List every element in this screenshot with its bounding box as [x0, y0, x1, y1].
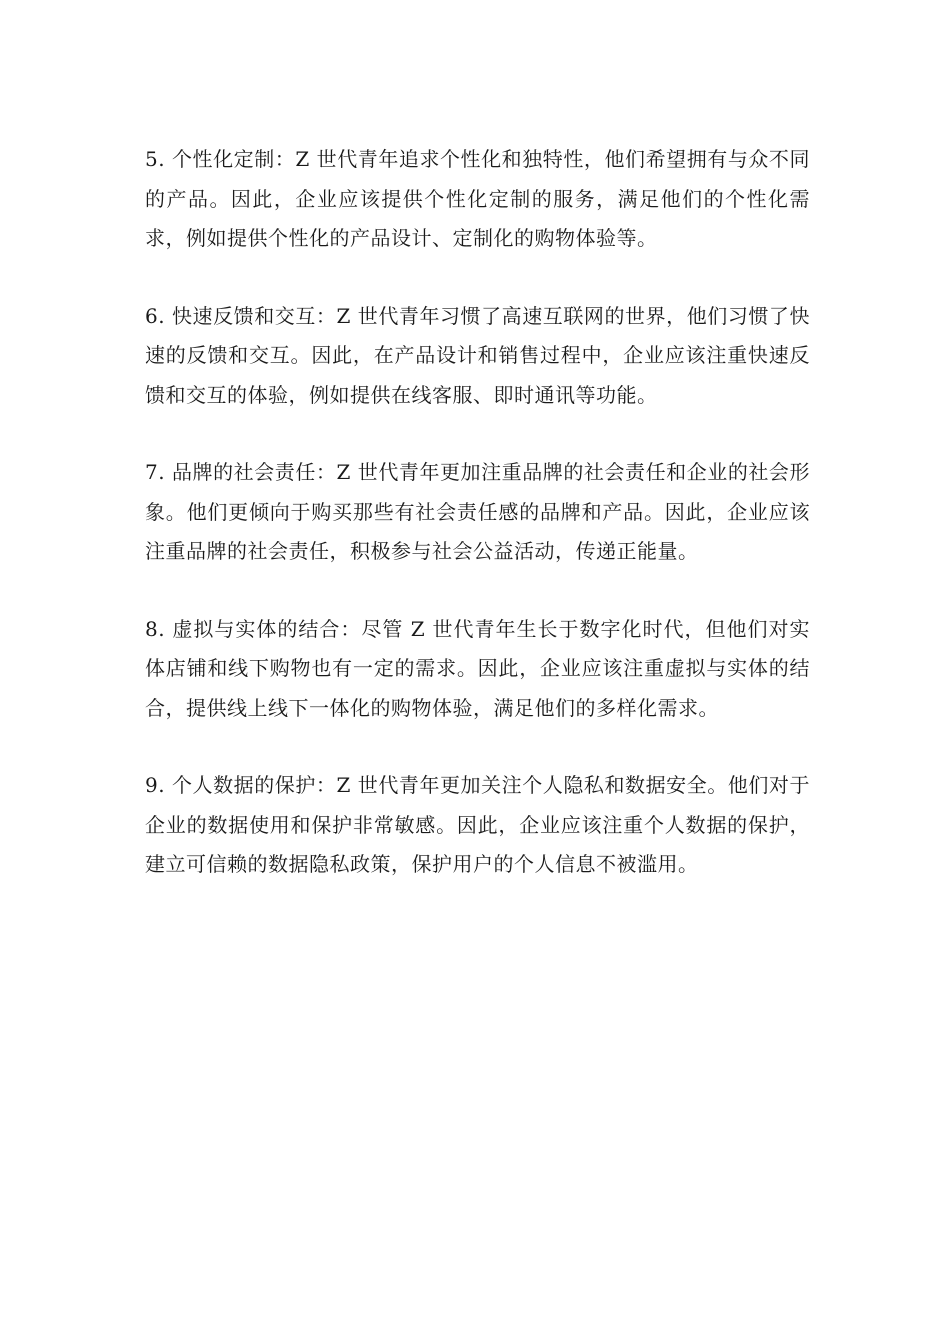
paragraph-6: 6. 快速反馈和交互：Z 世代青年习惯了高速互联网的世界，他们习惯了快速的反馈和交互。因此，在产品设计和销售过程中，企业应该注重快速反馈和交互的体验，例如提供在线客服、即时通讯等功能。	[145, 303, 810, 407]
paragraph-7: 7. 品牌的社会责任：Z 世代青年更加注重品牌的社会责任和企业的社会形象。他们更倾向于购买那些有社会责任感的品牌和产品。因此，企业应该注重品牌的社会责任，积极参与社会公益活动，传递正能量。	[145, 460, 810, 563]
paragraph-9: 9. 个人数据的保护：Z 世代青年更加关注个人隐私和数据安全。他们对于企业的数据使用和保护非常敏感。因此，企业应该注重个人数据的保护，建立可信赖的数据隐私政策，保护用户的个人信息不被滥用。	[145, 773, 810, 876]
document-body	[145, 140, 810, 923]
paragraph-8: 8. 虚拟与实体的结合：尽管 Z 世代青年生长于数字化时代，但他们对实体店铺和线下购物也有一定的需求。因此，企业应该注重虚拟与实体的结合，提供线上线下一体化的购物体验，满足他们的多样化需求。	[145, 616, 810, 720]
paragraph-5: 5. 个性化定制：Z 世代青年追求个性化和独特性，他们希望拥有与众不同的产品。因此，企业应该提供个性化定制的服务，满足他们的个性化需求，例如提供个性化的产品设计、定制化的购物体验等。	[145, 147, 810, 250]
